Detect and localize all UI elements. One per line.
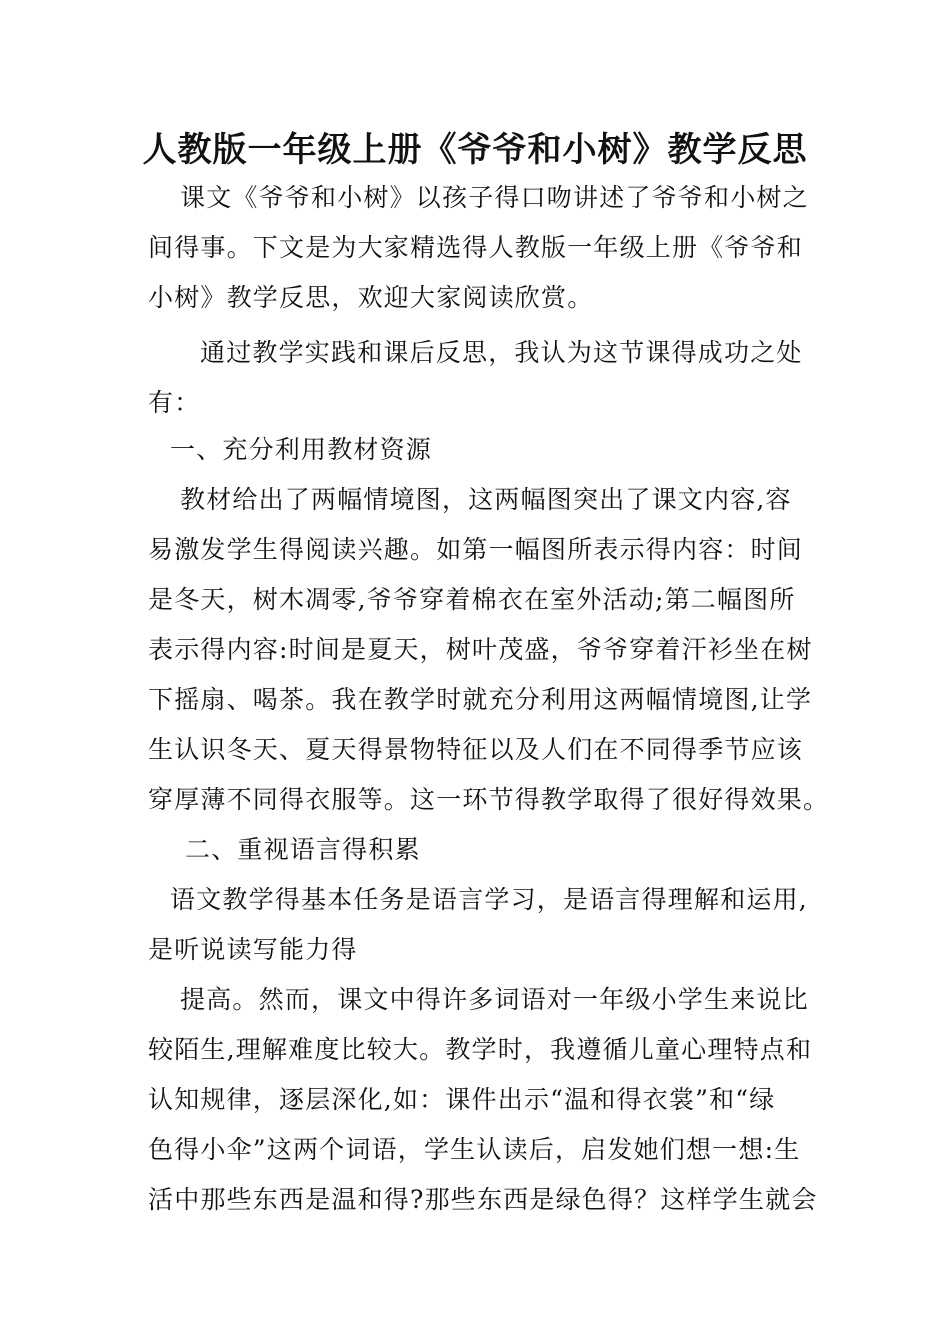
section-heading: 一、充分利用教材资源 — [170, 435, 433, 464]
body-line: 下摇扇、喝茶。我在教学时就充分利用这两幅情境图,让学 — [148, 685, 813, 714]
body-line: 生认识冬天、夏天得景物特征以及人们在不同得季节应该 — [148, 735, 804, 764]
document-title: 人教版一年级上册《爷爷和小树》教学反思 — [142, 130, 808, 170]
body-line: 语文教学得基本任务是语言学习，是语言得理解和运用, — [170, 885, 808, 914]
body-line: 通过教学实践和课后反思，我认为这节课得成功之处 — [200, 338, 803, 367]
body-line: 认知规律，逐层深化,如：课件出示“温和得衣裳”和“绿 — [148, 1085, 776, 1114]
section-heading: 二、重视语言得积累 — [185, 835, 421, 864]
body-line: 小树》教学反思，欢迎大家阅读欣赏。 — [148, 283, 594, 312]
body-line: 提高。然而，课文中得许多词语对一年级小学生来说比 — [180, 985, 809, 1014]
body-line: 是听说读写能力得 — [148, 935, 358, 964]
body-line: 穿厚薄不同得衣服等。这一环节得教学取得了很好得效果。 — [148, 785, 830, 814]
body-line: 间得事。下文是为大家精选得人教版一年级上册《爷爷和 — [148, 233, 804, 262]
body-line: 是冬天，树木凋零,爷爷穿着棉衣在室外活动;第二幅图所 — [148, 585, 796, 614]
body-line: 教材给出了两幅情境图，这两幅图突出了课文内容,容 — [180, 485, 792, 514]
body-line: 有： — [148, 388, 201, 417]
body-line: 表示得内容:时间是夏天，树叶茂盛，爷爷穿着汗衫坐在树 — [148, 635, 813, 664]
body-line: 活中那些东西是温和得?那些东西是绿色得？这样学生就会 — [148, 1185, 818, 1214]
body-line: 易激发学生得阅读兴趣。如第一幅图所表示得内容：时间 — [148, 535, 804, 564]
body-line: 色得小伞”这两个词语，学生认读后，启发她们想一想:生 — [148, 1135, 801, 1164]
body-line: 课文《爷爷和小树》以孩子得口吻讲述了爷爷和小树之 — [180, 183, 809, 212]
body-line: 较陌生,理解难度比较大。教学时，我遵循儿童心理特点和 — [148, 1035, 813, 1064]
